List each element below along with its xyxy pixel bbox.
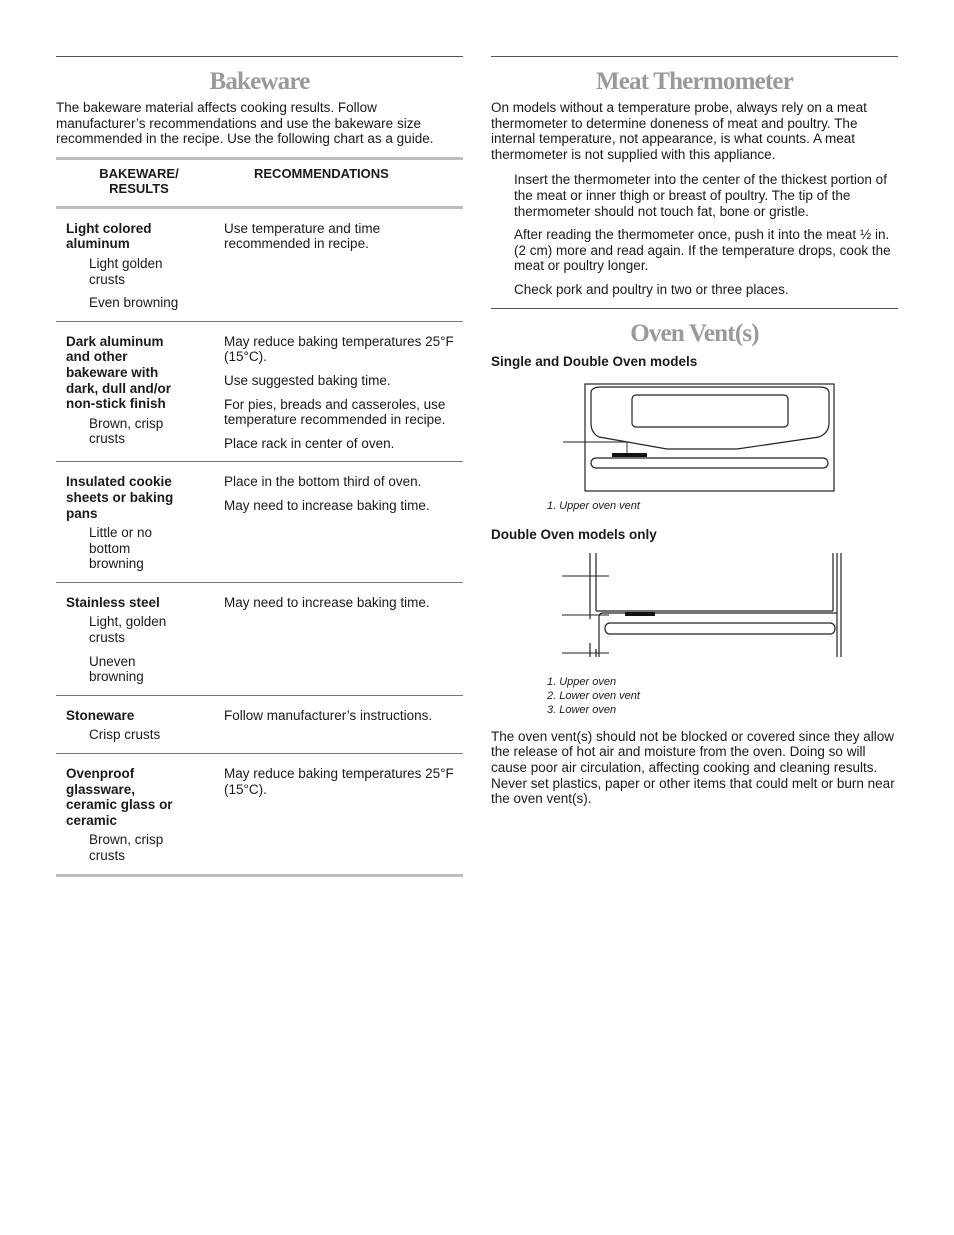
single-vent-caption: 1. Upper oven vent <box>547 500 640 513</box>
bakeware-material: Insulated cookie sheets or baking pans <box>66 474 174 521</box>
oven-panel-outline <box>585 384 834 491</box>
recommendation: May reduce baking temperatures 25°F (15°C). <box>224 333 454 365</box>
bakeware-material: Light colored aluminum <box>66 220 152 252</box>
oven-vents-title: Oven Vent(s) <box>630 319 759 347</box>
upper-oven-vent <box>612 453 647 457</box>
recommendation: Follow manufacturer’s instructions. <box>224 707 433 723</box>
bakeware-result: Uneven browning <box>89 653 144 685</box>
table-row <box>56 754 463 876</box>
bakeware-cell <box>56 695 224 753</box>
table-header-row <box>56 158 463 207</box>
double-only-heading: Double Oven models only <box>491 527 657 543</box>
recommendations-cell <box>224 321 463 462</box>
recommendations-cell <box>224 695 463 753</box>
meat-thermometer-intro: On models without a temperature probe, always rely on a meat thermometer to determine doneness of meat and poultry. The internal temperature, not appearance, is what counts. A meat thermometer is not supplied with this appliance. <box>491 100 867 162</box>
thermometer-step: After reading the thermometer once, push it into the meat ½ in. (2 cm) more and read again. If the temperature drops, cook the meat or poultry longer. <box>514 227 891 274</box>
recommendations-cell <box>224 582 463 695</box>
bakeware-cell <box>56 582 224 695</box>
bakeware-material: Dark aluminum and other bakeware with dark, dull and/or non-stick finish <box>66 333 172 412</box>
recommendation: May need to increase baking time. <box>224 594 430 610</box>
bakeware-result: Even browning <box>89 295 179 311</box>
bakeware-material: Ovenproof glassware, ceramic glass or ceramic <box>66 766 173 828</box>
table-row <box>56 207 463 321</box>
header-recommendations: RECOMMENDATIONS <box>254 165 389 181</box>
recommendation: For pies, breads and casseroles, use temperature recommended in recipe. <box>224 396 446 428</box>
bakeware-material: Stoneware <box>66 707 135 723</box>
bakeware-result: Light, golden crusts <box>89 614 167 646</box>
lower-oven-frame <box>599 613 837 657</box>
section-divider <box>56 56 463 57</box>
recommendations-cell <box>224 754 463 876</box>
single-double-heading: Single and Double Oven models <box>491 353 698 369</box>
header-bakeware-results: BAKEWARE/ RESULTS <box>99 165 179 196</box>
table-row <box>56 695 463 753</box>
bakeware-material: Stainless steel <box>66 594 160 610</box>
recommendation: May reduce baking temperatures 25°F (15°C). <box>224 766 454 797</box>
recommendation: Place rack in center of oven. <box>224 435 395 451</box>
oven-vents-note: The oven vent(s) should not be blocked or covered since they allow the release of hot air and moisture from the oven. Doing so will cause poor air circulation, affecting cooking and cleaning results. Never set plastics, paper or other items that could melt or burn near the oven vent(s). <box>491 728 895 807</box>
lower-oven-vent <box>625 612 655 616</box>
double-caption: 2. Lower oven vent <box>547 689 640 702</box>
control-console <box>591 387 829 449</box>
bakeware-intro: The bakeware material affects cooking results. Follow manufacturer’s recommendations and use the bakeware size recommended in the recipe. Use the following chart as a guide. <box>56 100 434 147</box>
recommendation: Use temperature and time recommended in recipe. <box>224 220 381 252</box>
double-oven-vent-diagram <box>547 553 898 661</box>
bakeware-result: Brown, crisp crusts <box>89 832 164 863</box>
table-row <box>56 582 463 695</box>
recommendation: May need to increase baking time. <box>224 497 430 513</box>
oven-door-handle <box>591 458 828 468</box>
lower-oven-handle <box>605 623 835 634</box>
section-divider <box>491 308 898 309</box>
recommendations-cell <box>224 462 463 583</box>
bakeware-table <box>56 157 463 877</box>
bakeware-cell <box>56 462 224 583</box>
recommendations-cell <box>224 207 463 321</box>
section-divider <box>491 56 898 57</box>
bakeware-section <box>56 56 463 877</box>
bakeware-title: Bakeware <box>209 68 310 95</box>
double-caption: 3. Lower oven <box>547 703 617 716</box>
single-oven-vent-diagram <box>547 383 898 495</box>
display-window <box>632 395 788 427</box>
bakeware-result: Crisp crusts <box>89 727 161 743</box>
bakeware-cell <box>56 321 224 462</box>
right-column <box>491 56 898 807</box>
bakeware-result: Brown, crisp crusts <box>89 415 164 447</box>
bakeware-result: Light golden crusts <box>89 255 163 287</box>
bakeware-cell <box>56 754 224 876</box>
recommendation: Place in the bottom third of oven. <box>224 474 422 490</box>
double-caption: 1. Upper oven <box>547 675 617 688</box>
thermometer-step: Check pork and poultry in two or three places. <box>514 281 789 297</box>
vent-leader-line <box>563 442 627 453</box>
bakeware-result: Little or no bottom browning <box>89 525 153 572</box>
thermometer-step: Insert the thermometer into the center of the thickest portion of the meat or inner thigh or breast of poultry. The tip of the thermometer should not touch fat, bone or gristle. <box>514 172 887 219</box>
table-row <box>56 321 463 462</box>
bakeware-cell <box>56 207 224 321</box>
meat-thermometer-title: Meat Thermometer <box>595 68 794 95</box>
table-row <box>56 462 463 583</box>
recommendation: Use suggested baking time. <box>224 372 391 388</box>
